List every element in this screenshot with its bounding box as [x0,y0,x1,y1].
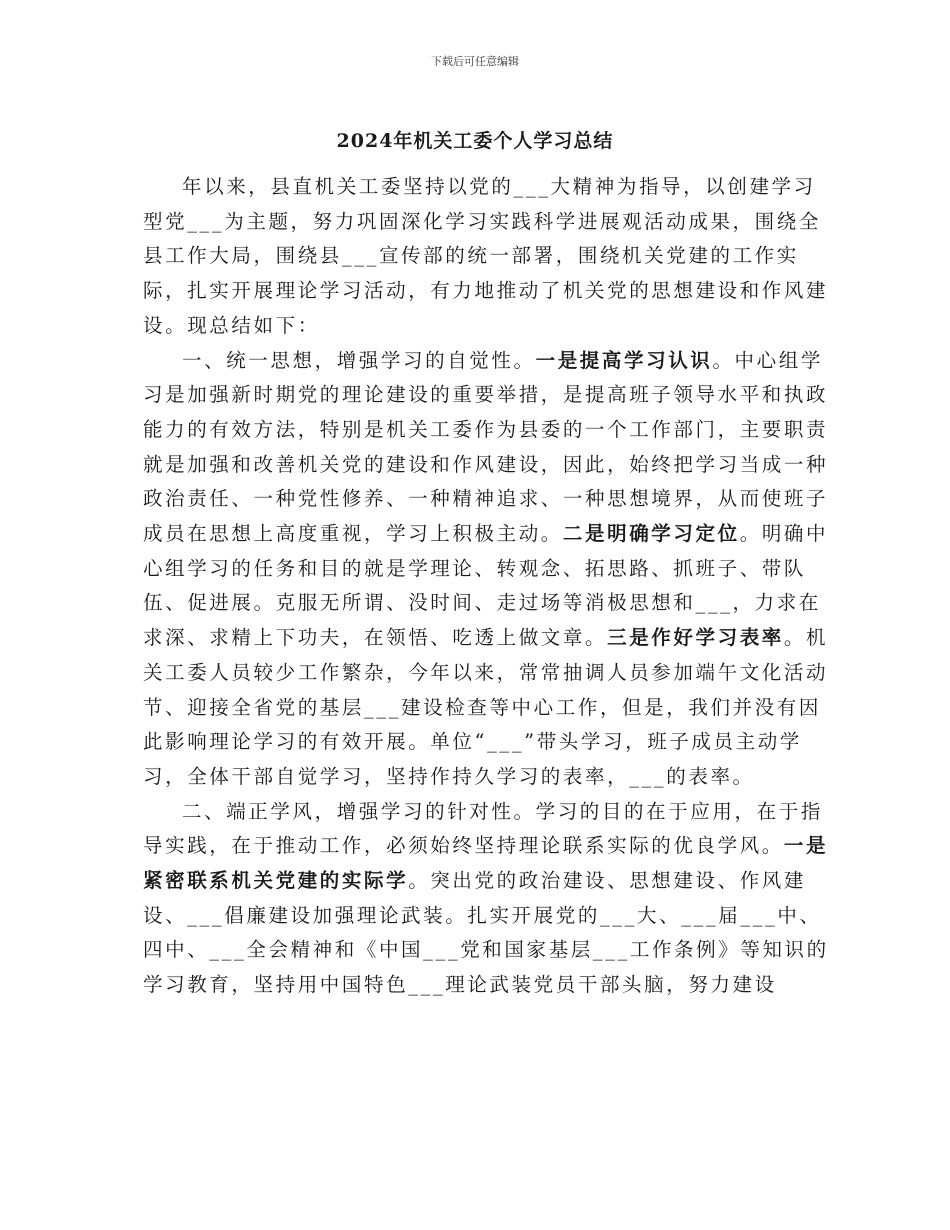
body-paragraph [143,170,833,344]
bold-heading-phrase: 一是提高学习认识 [535,348,713,372]
paragraph-text: 。明确中心组学习的任务和目的就是学理论、转观念、拓思路、抓班子、带队伍、促进展。克服无所谓、没时间、走过场等消极思想和___，力求在求深、求精上下功夫，在领悟、吃透上做文章。 [143,522,829,650]
document-title: 2024年机关工委个人学习总结 [336,130,614,152]
body-paragraph [143,344,833,795]
bold-heading-phrase: 二是明确学习定位 [562,522,740,546]
paragraph-text: 。机关工委人员较少工作繁杂，今年以来，常常抽调人员参加端午文化活动节、迎接全省党的基层___建设检查等中心工作，但是，我们并没有因此影响理论学习的有效开展。单位“___”带头学习，班子成员主动学习，全体干部自觉学习，坚持作持久学习的表率，___的表率。 [143,626,829,788]
body-paragraph [143,795,833,1003]
paragraph-text: 一、统一思想，增强学习的自觉性。 [182,348,536,372]
paragraph-text: 二、端正学风，增强学习的针对性。学习的目的在于应用，在于指导实践，在于推动工作，必须始终坚持理论联系实际的优良学风。 [143,799,823,858]
paragraph-text: 。突出党的政治建设、思想建设、作风建设、___倡廉建设加强理论武装。扎实开展党的___大、___届___中、四中、___全会精神和《中国___党和国家基层___工作条例》等知识的学习教育，坚持用中国特色___理论武装党员干部头脑，努力建设 [143,869,829,997]
bold-heading-phrase: 一是紧密联系机关党建的实际学 [143,834,829,893]
paragraph-text: 年以来，县直机关工委坚持以党的___大精神为指导，以创建学习型党___为主题，努力巩固深化学习实践科学进展观活动成果，围绕全县工作大局，围绕县___宣传部的统一部署，围绕机关党建的工作实际，扎实开展理论学习活动，有力地推动了机关党的思想建设和作风建设。现总结如下： [143,175,829,337]
document-body [143,170,833,1003]
paragraph-text: 。中心组学习是加强新时期党的理论建设的重要举措，是提高班子领导水平和执政能力的有效方法，特别是机关工委作为县委的一个工作部门，主要职责就是加强和改善机关党的建设和作风建设，因此，始终把学习当成一种政治责任、一种党性修养、一种精神追求、一种思想境界，从而使班子成员在思想上高度重视，学习上积极主动。 [143,348,829,546]
page-header: 下载后可任意编辑 [431,55,519,68]
bold-heading-phrase: 三是作好学习表率 [607,626,784,650]
